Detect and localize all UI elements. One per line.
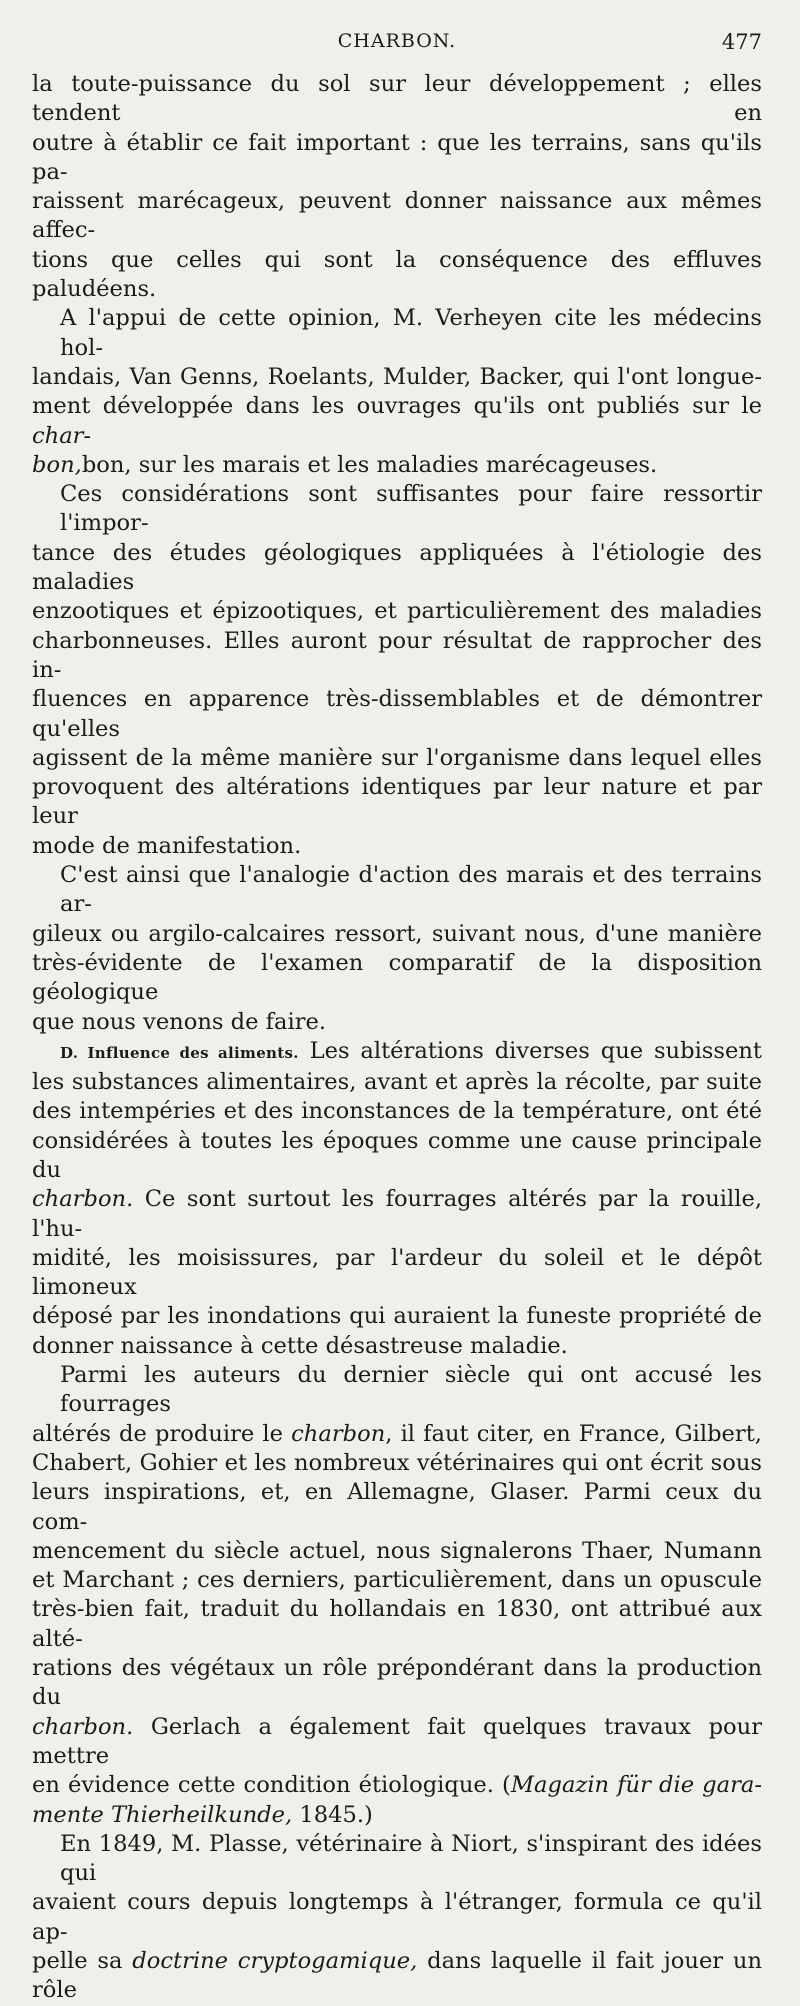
text-line: En 1849, M. Plasse, vétérinaire à Niort, s'inspirant des idées qui (60, 1830, 762, 1887)
italic-term: bon, (32, 451, 82, 478)
text-line: les substances alimentaires, avant et après la récolte, par suite (32, 1069, 762, 1096)
text-line: donner naissance à cette désastreuse maladie. (32, 1332, 568, 1359)
text-line: raissent marécageux, peuvent donner naissance aux mêmes affec- (32, 188, 762, 244)
italic-term: char- (32, 422, 92, 449)
text-line: très-évidente de l'examen comparatif de la disposition géologique (32, 949, 762, 1006)
section-heading: D. Influence des aliments. (60, 1043, 299, 1062)
text-span: pelle sa (32, 1948, 133, 1974)
running-head (32, 30, 762, 70)
italic-term: charbon. (32, 1713, 134, 1740)
text-span: Les altérations diverses que subissent (298, 1037, 762, 1064)
text-line: Parmi les auteurs du dernier siècle qui ont accusé les fourrages (60, 1362, 762, 1418)
text-line: mode de manifestation. (32, 832, 302, 859)
text-line: A l'appui de cette opinion, M. Verheyen cite les médecins hol- (60, 305, 762, 361)
text-span: , il faut citer, en France, Gilbert, (385, 1420, 762, 1447)
italic-term: mente Thierheilkunde, (32, 1801, 293, 1828)
text-span: en évidence cette condition étiologique. ( (32, 1772, 511, 1799)
text-line: gileux ou argilo-calcaires ressort, suivant nous, d'une manière (32, 920, 762, 947)
text-line: tions que celles qui sont la conséquence des effluves paludéens. (32, 246, 762, 303)
paragraph (32, 1830, 762, 2006)
text-span: bon, sur les marais et les maladies marécageuses. (81, 451, 658, 478)
text-line: C'est ainsi que l'analogie d'action des marais et des terrains ar- (60, 862, 762, 918)
text-line: leurs inspirations, et, en Allemagne, Glaser. Parmi ceux du com- (32, 1479, 762, 1535)
text-span: dans laquelle il fait jouer un rôle (32, 1948, 762, 2004)
text-line: des intempéries et des inconstances de la température, ont été (32, 1098, 762, 1125)
text-line: Chabert, Gohier et les nombreux vétérinaires qui ont écrit sous (32, 1449, 762, 1476)
text-line: que nous venons de faire. (32, 1008, 327, 1035)
text-line (32, 1713, 762, 1772)
text-span: 1845.) (292, 1801, 373, 1828)
paragraph (32, 861, 762, 1037)
text-line: rations des végétaux un rôle prépondérant dans la production du (32, 1655, 762, 1711)
text-line: fluences en apparence très-dissemblables et de démontrer qu'elles (32, 686, 762, 742)
text-line: la toute-puissance du sol sur leur développement ; elles tendent en (32, 71, 762, 127)
running-title: CHARBON. (337, 30, 457, 52)
text-line: provoquent des altérations identiques par leur nature et par leur (32, 774, 762, 830)
text-line: midité, les moisissures, par l'ardeur du soleil et le dépôt limoneux (32, 1244, 762, 1301)
text-line: agissent de la même manière sur l'organisme dans lequel elles (32, 744, 762, 771)
text-line (32, 451, 762, 480)
text-span: Gerlach a également fait quelques travaux pour mettre (32, 1713, 762, 1769)
italic-term: doctrine cryptogamique, (132, 1948, 418, 1974)
paragraph (32, 1361, 762, 1830)
text-line: Ces considérations sont suffisantes pour faire ressortir l'impor- (60, 481, 762, 537)
text-line (32, 1771, 762, 1800)
text-span: altérés de produire le (32, 1420, 292, 1447)
text-line (32, 1801, 762, 1830)
body-text (32, 70, 762, 2006)
text-line: et Marchant ; ces derniers, particulièrement, dans un opuscule (32, 1567, 762, 1594)
text-line: très-bien fait, traduit du hollandais en 1830, ont attribué aux alté- (32, 1596, 762, 1652)
paragraph (32, 480, 762, 861)
text-line: landais, Van Genns, Roelants, Mulder, Backer, qui l'ont longue- (32, 363, 762, 390)
paragraph (32, 1037, 762, 1361)
text-line (32, 1947, 762, 2006)
text-line: mencement du siècle actuel, nous signalerons Thaer, Numann (32, 1537, 762, 1564)
italic-term: Magazin für die gara- (510, 1772, 762, 1799)
text-line (32, 392, 762, 451)
text-line: enzootiques et épizootiques, et particulièrement des maladies (32, 598, 762, 625)
text-line (32, 1420, 762, 1449)
text-line: charbonneuses. Elles auront pour résultat de rapprocher des in- (32, 627, 762, 683)
paragraph (32, 70, 762, 304)
text-span: Ce sont surtout les fourrages altérés par la rouille, l'hu- (32, 1186, 763, 1242)
text-line: tance des études géologiques appliquées à l'étiologie des maladies (32, 539, 762, 596)
italic-term: charbon (291, 1420, 386, 1447)
text-line: outre à établir ce fait important : que les terrains, sans qu'ils pa- (32, 129, 762, 185)
italic-term: charbon. (32, 1186, 134, 1213)
page-number: 477 (721, 30, 762, 54)
paragraph (32, 304, 762, 480)
text-span: ment développée dans les ouvrages qu'ils ont publiés sur le (32, 393, 762, 420)
text-line (32, 1037, 762, 1068)
text-line: déposé par les inondations qui auraient la funeste propriété de (32, 1303, 762, 1330)
text-line: considérées à toutes les époques comme une cause principale du (32, 1127, 762, 1183)
text-line (32, 1185, 762, 1244)
text-line: avaient cours depuis longtemps à l'étranger, formula ce qu'il ap- (32, 1889, 762, 1945)
